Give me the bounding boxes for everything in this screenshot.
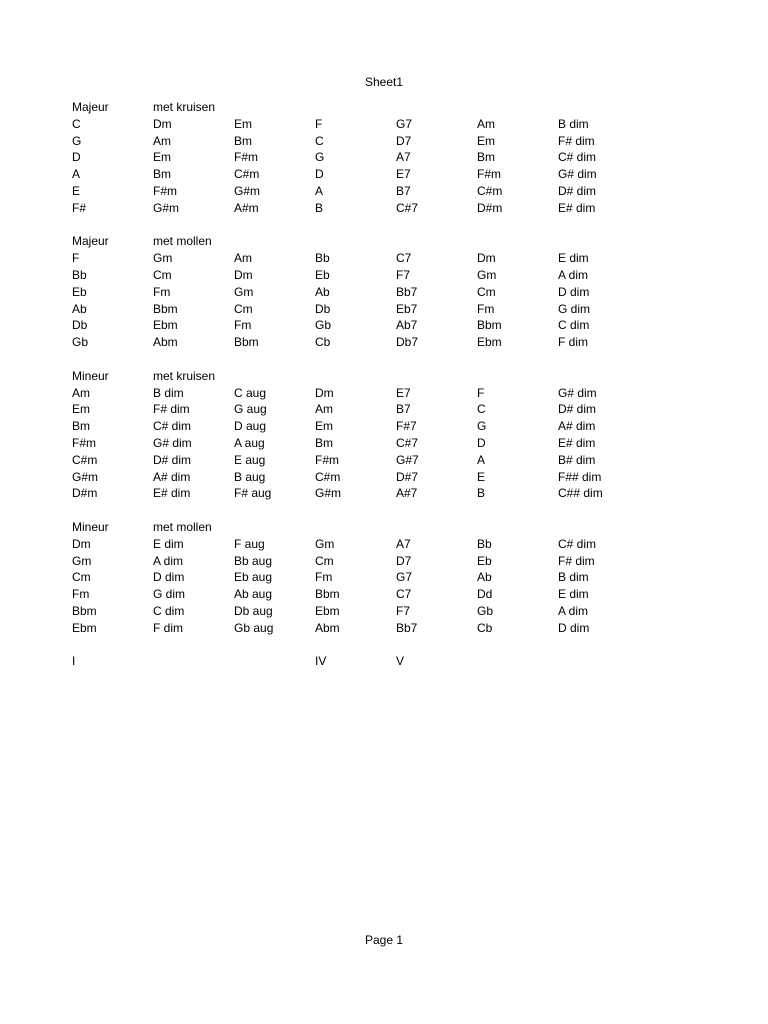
chord-cell: D aug: [234, 419, 267, 434]
table-row: [72, 385, 639, 402]
chord-cell: F aug: [234, 536, 265, 551]
chord-cell: Am: [72, 385, 90, 400]
chord-cell: A7: [396, 150, 411, 165]
table-row: [72, 469, 639, 486]
chord-cell: C: [315, 133, 324, 148]
chord-cell: D dim: [558, 284, 590, 299]
chord-cell: G aug: [234, 402, 267, 417]
chord-cell: A7: [396, 536, 411, 551]
chord-cell: Ab: [477, 570, 492, 585]
chord-cell: Ab aug: [234, 587, 273, 602]
chord-cell: Gm: [477, 267, 497, 282]
chord-cell: Dd: [477, 587, 493, 602]
chord-cell: Cm: [234, 301, 253, 316]
chord-cell: D7: [396, 133, 412, 148]
degree-cell: [558, 653, 639, 670]
section-heading-row: [72, 99, 639, 116]
chord-cell: Bm: [153, 167, 171, 182]
chord-cell: F: [72, 251, 80, 266]
chord-cell: Gm: [315, 536, 335, 551]
chord-cell: A# dim: [153, 469, 191, 484]
chord-cell: G: [72, 133, 82, 148]
table-row: [72, 418, 639, 435]
chord-cell: Abm: [315, 620, 340, 635]
section-heading-row: [72, 368, 639, 385]
chord-cell: F## dim: [558, 469, 602, 484]
chord-cell: C#m: [315, 469, 341, 484]
chord-cell: G: [477, 419, 487, 434]
chord-cell: F: [477, 385, 485, 400]
blank-row: [72, 217, 639, 234]
chord-cell: Db aug: [234, 603, 273, 618]
chord-cell: B dim: [153, 385, 184, 400]
chord-cell: C# dim: [558, 536, 597, 551]
chord-cell: Bbm: [234, 335, 259, 350]
degree-cell: IV: [315, 654, 327, 669]
chord-cell: Em: [477, 133, 495, 148]
chord-cell: G7: [396, 570, 413, 585]
chord-cell: A# dim: [558, 419, 596, 434]
chord-cell: Dm: [477, 251, 496, 266]
chord-cell: G: [315, 150, 325, 165]
chord-cell: B dim: [558, 570, 589, 585]
chord-cell: G7: [396, 116, 413, 131]
table-row: [72, 569, 639, 586]
chord-cell: Bbm: [153, 301, 178, 316]
chord-cell: G# dim: [558, 385, 597, 400]
chord-cell: C7: [396, 587, 412, 602]
blank-row: [72, 502, 639, 519]
chord-cell: D# dim: [558, 183, 597, 198]
blank-row: [72, 637, 639, 654]
chord-cell: B7: [396, 183, 411, 198]
chord-cell: Db7: [396, 335, 419, 350]
table-row: [72, 452, 639, 469]
degree-cell: [477, 653, 558, 670]
chord-cell: B aug: [234, 469, 266, 484]
chord-cell: A: [477, 452, 486, 467]
chord-cell: A: [315, 183, 324, 198]
chord-cell: D: [315, 167, 324, 182]
chord-cell: A aug: [234, 435, 265, 450]
chord-cell: G#m: [153, 200, 180, 215]
chord-cell: F#m: [72, 435, 96, 450]
chord-cell: Em: [153, 150, 171, 165]
chord-cell: F7: [396, 267, 411, 282]
chord-cell: B dim: [558, 116, 589, 131]
section-heading-row: [72, 233, 639, 250]
table-row: [72, 620, 639, 637]
chord-cell: Gm: [72, 553, 92, 568]
chord-cell: B: [315, 200, 324, 215]
chord-cell: Fm: [72, 587, 90, 602]
chord-cell: Ebm: [72, 620, 97, 635]
chord-cell: G dim: [153, 587, 186, 602]
chord-cell: Gm: [234, 284, 254, 299]
chord-cell: Cm: [72, 570, 91, 585]
chord-cell: C#7: [396, 435, 419, 450]
chord-cell: Bb7: [396, 620, 418, 635]
chord-cell: C## dim: [558, 486, 603, 501]
chord-cell: Fm: [477, 301, 495, 316]
chord-cell: D: [72, 150, 81, 165]
chord-cell: Gb: [477, 603, 494, 618]
degree-row: [72, 653, 639, 670]
table-row: [72, 200, 639, 217]
chord-cell: Bb: [477, 536, 492, 551]
chord-cell: Abm: [153, 335, 178, 350]
chord-cell: F: [315, 116, 323, 131]
chord-cell: B: [477, 486, 486, 501]
chord-cell: C#m: [72, 452, 98, 467]
chord-cell: F# dim: [153, 402, 190, 417]
chord-cell: A dim: [558, 267, 589, 282]
table-row: [72, 553, 639, 570]
chord-cell: Bbm: [72, 603, 97, 618]
chord-cell: G dim: [558, 301, 591, 316]
chord-cell: E aug: [234, 452, 266, 467]
chord-cell: E7: [396, 385, 411, 400]
chord-cell: Am: [477, 116, 495, 131]
chord-cell: F dim: [558, 335, 588, 350]
chord-cell: Bb: [315, 251, 330, 266]
chord-cell: B# dim: [558, 452, 596, 467]
chord-cell: D dim: [558, 620, 590, 635]
chord-cell: C# dim: [558, 150, 597, 165]
chord-cell: F#m: [477, 167, 501, 182]
table-row: [72, 586, 639, 603]
chord-cell: Bm: [477, 150, 495, 165]
chord-cell: Ebm: [315, 603, 340, 618]
section-heading-cell: Majeur: [72, 100, 109, 114]
sheet-title: Sheet1: [364, 75, 404, 89]
chord-cell: Bb: [72, 267, 87, 282]
chord-cell: E# dim: [558, 435, 596, 450]
chord-cell: Db: [72, 318, 88, 333]
chord-cell: C aug: [234, 385, 267, 400]
chord-cell: F# aug: [234, 486, 272, 501]
chord-cell: Em: [315, 419, 333, 434]
chord-cell: A: [72, 167, 81, 182]
chord-cell: D: [477, 435, 486, 450]
chord-cell: E# dim: [558, 200, 596, 215]
chord-cell: Bb aug: [234, 553, 273, 568]
chord-cell: D#7: [396, 469, 419, 484]
chord-cell: G# dim: [153, 435, 192, 450]
chord-cell: Em: [234, 116, 252, 131]
blank-row: [72, 351, 639, 368]
table-row: [72, 301, 639, 318]
chord-cell: D#m: [72, 486, 98, 501]
chord-cell: Am: [315, 402, 333, 417]
chord-cell: Bm: [315, 435, 333, 450]
chord-cell: Gb: [72, 335, 89, 350]
chord-cell: F#m: [315, 452, 339, 467]
degree-cell: I: [72, 654, 76, 669]
chord-cell: Cm: [477, 284, 496, 299]
section-heading-row: [72, 519, 639, 536]
chord-cell: Em: [72, 402, 90, 417]
chord-cell: Ebm: [477, 335, 502, 350]
table-row: [72, 603, 639, 620]
chord-cell: Eb: [72, 284, 87, 299]
chord-cell: Bbm: [315, 587, 340, 602]
section-heading-cell: met mollen: [153, 519, 212, 534]
page-number: Page 1: [364, 933, 404, 947]
table-row: [72, 166, 639, 183]
degree-cell: V: [396, 654, 405, 669]
chord-cell: Am: [153, 133, 171, 148]
chord-cell: A dim: [153, 553, 184, 568]
chord-cell: Ab: [72, 301, 87, 316]
section-heading-cell: Majeur: [72, 234, 109, 249]
chord-cell: C7: [396, 251, 412, 266]
chord-cell: A#7: [396, 486, 418, 501]
chord-cell: E7: [396, 167, 411, 182]
chord-cell: C dim: [153, 603, 185, 618]
chord-cell: Bbm: [477, 318, 502, 333]
section-heading-cell: met kruisen: [153, 100, 216, 114]
table-row: [72, 250, 639, 267]
chord-cell: Gb aug: [234, 620, 274, 635]
chord-cell: C#7: [396, 200, 419, 215]
chord-cell: C: [477, 402, 486, 417]
table-row: [72, 401, 639, 418]
chord-cell: Dm: [315, 385, 334, 400]
chord-cell: F7: [396, 603, 411, 618]
table-row: [72, 536, 639, 553]
chord-cell: F# dim: [558, 133, 595, 148]
table-row: [72, 149, 639, 166]
chord-cell: G#m: [315, 486, 342, 501]
chord-cell: C: [72, 116, 81, 131]
chord-table: [72, 99, 639, 670]
degree-cell: [153, 653, 234, 670]
chord-cell: Fm: [234, 318, 252, 333]
table-row: [72, 133, 639, 150]
chord-cell: D#m: [477, 200, 503, 215]
chord-cell: D# dim: [558, 402, 597, 417]
table-row: [72, 317, 639, 334]
chord-cell: C#m: [234, 167, 260, 182]
chord-cell: Eb aug: [234, 570, 273, 585]
chord-cell: G# dim: [558, 167, 597, 182]
chord-cell: Dm: [153, 116, 172, 131]
chord-cell: Dm: [234, 267, 253, 282]
chord-cell: Eb7: [396, 301, 418, 316]
chord-cell: Am: [234, 251, 252, 266]
chord-cell: D dim: [153, 570, 185, 585]
chord-cell: F#: [72, 200, 87, 215]
chord-cell: D7: [396, 553, 412, 568]
chord-cell: Cb: [315, 335, 331, 350]
table-row: [72, 183, 639, 200]
chord-cell: E dim: [558, 587, 589, 602]
chord-cell: E: [72, 183, 81, 198]
chord-cell: Fm: [153, 284, 171, 299]
chord-cell: Bm: [234, 133, 252, 148]
chord-cell: Cm: [315, 553, 334, 568]
table-row: [72, 485, 639, 502]
chord-cell: Eb: [477, 553, 492, 568]
chord-cell: Bb7: [396, 284, 418, 299]
chord-cell: F#m: [153, 183, 177, 198]
chord-cell: E# dim: [153, 486, 191, 501]
section-heading-cell: met mollen: [153, 234, 212, 249]
chord-cell: B7: [396, 402, 411, 417]
chord-cell: Db: [315, 301, 331, 316]
table-row: [72, 334, 639, 351]
section-heading-cell: met kruisen: [153, 368, 216, 383]
chord-cell: F#m: [234, 150, 258, 165]
chord-cell: E dim: [558, 251, 589, 266]
table-row: [72, 116, 639, 133]
chord-cell: F# dim: [558, 553, 595, 568]
chord-cell: Gb: [315, 318, 332, 333]
chord-cell: Ab7: [396, 318, 418, 333]
chord-cell: Ebm: [153, 318, 178, 333]
chord-cell: Bm: [72, 419, 90, 434]
chord-cell: Fm: [315, 570, 333, 585]
section-heading-cell: Mineur: [72, 519, 109, 534]
chord-cell: Cb: [477, 620, 493, 635]
section-heading-cell: Mineur: [72, 368, 109, 383]
table-row: [72, 267, 639, 284]
chord-cell: D# dim: [153, 452, 192, 467]
table-row: [72, 284, 639, 301]
chord-cell: Dm: [72, 536, 91, 551]
chord-cell: A dim: [558, 603, 589, 618]
chord-cell: G#7: [396, 452, 419, 467]
chord-cell: A#m: [234, 200, 259, 215]
chord-cell: F#7: [396, 419, 417, 434]
chord-cell: F dim: [153, 620, 183, 635]
chord-cell: G#m: [234, 183, 261, 198]
chord-cell: E dim: [153, 536, 184, 551]
chord-cell: Gm: [153, 251, 173, 266]
chord-cell: Cm: [153, 267, 172, 282]
chord-cell: E: [477, 469, 486, 484]
chord-cell: C dim: [558, 318, 590, 333]
chord-cell: C# dim: [153, 419, 192, 434]
degree-cell: [234, 653, 315, 670]
chord-cell: G#m: [72, 469, 99, 484]
chord-cell: Eb: [315, 267, 330, 282]
table-row: [72, 435, 639, 452]
chord-cell: C#m: [477, 183, 503, 198]
chord-cell: Ab: [315, 284, 330, 299]
